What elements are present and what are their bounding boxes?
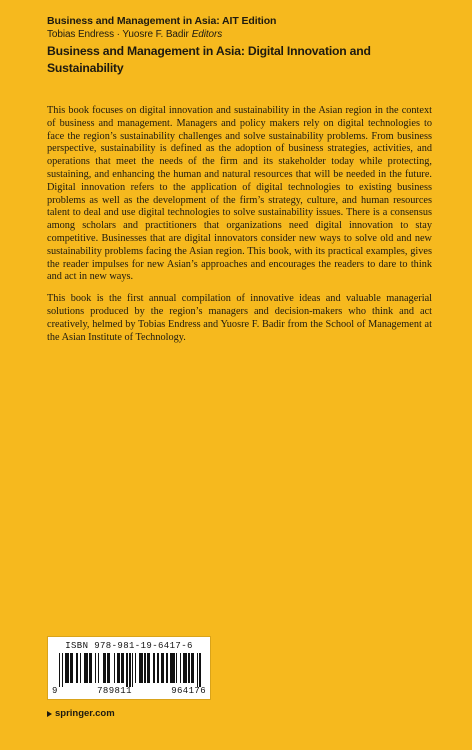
barcode-digit-right-group: 964176 bbox=[171, 686, 206, 696]
barcode-digit-lead: 9 bbox=[52, 686, 58, 696]
book-title: Business and Management in Asia: Digital Innovation and Sustainability bbox=[47, 44, 371, 75]
blurb bbox=[47, 105, 432, 353]
publisher-link[interactable] bbox=[47, 708, 115, 719]
blurb-paragraph-1: This book focuses on digital innovation and sustainability in the Asian region in the context of business and management. Managers and policy makers rely on digital technologies to face the region’s sustainability challenges and solve sustainability problems. From business perspective, sustainability is defined as the adoption of business strategies, activities, and operations that meet the needs of the firm and its stakeholder today while protecting, sustaining, and enhancing the human and natural resources that will be needed in the future. Digital innovation refers to the application of digital technologies to existing business problems as well as the development of the firm’s strategy, culture, and human resources talent to deal and use digital technologies to solve sustainability issues. There is a consensus among scholars and practitioners that organizations need digital innovation to stay competitive. Businesses that are digital innovators consider new ways to solve old and new sustainability problems facing the Asian region. This book, with its practical examples, gives the reader impulses for new Asian’s approaches and encourages the readers to dare to think and act in new ways. bbox=[47, 105, 432, 283]
editor-names: Tobias Endress · Yuosre F. Badir bbox=[47, 29, 189, 40]
editors-role: Editors bbox=[191, 29, 223, 40]
barcode-bar bbox=[199, 653, 200, 687]
barcode-digits bbox=[52, 686, 206, 696]
publisher-url: springer.com bbox=[55, 708, 115, 719]
barcode bbox=[47, 636, 211, 700]
series-title: Business and Management in Asia: AIT Edition bbox=[47, 15, 277, 27]
barcode-bars bbox=[59, 653, 201, 686]
isbn-text: ISBN 978-981-19-6417-6 bbox=[65, 641, 193, 651]
cover-header bbox=[47, 14, 437, 76]
blurb-paragraph-2: This book is the first annual compilation of innovative ideas and valuable managerial solutions produced by the region’s managers and decision-makers who think and act creatively, helmed by Tobias Endress and Yuosre F. Badir from the School of Management at the Asian Institute of Technology. bbox=[47, 293, 432, 343]
barcode-digit-left-group: 789811 bbox=[97, 686, 132, 696]
arrow-right-icon bbox=[47, 711, 52, 717]
editors-line bbox=[47, 28, 437, 42]
